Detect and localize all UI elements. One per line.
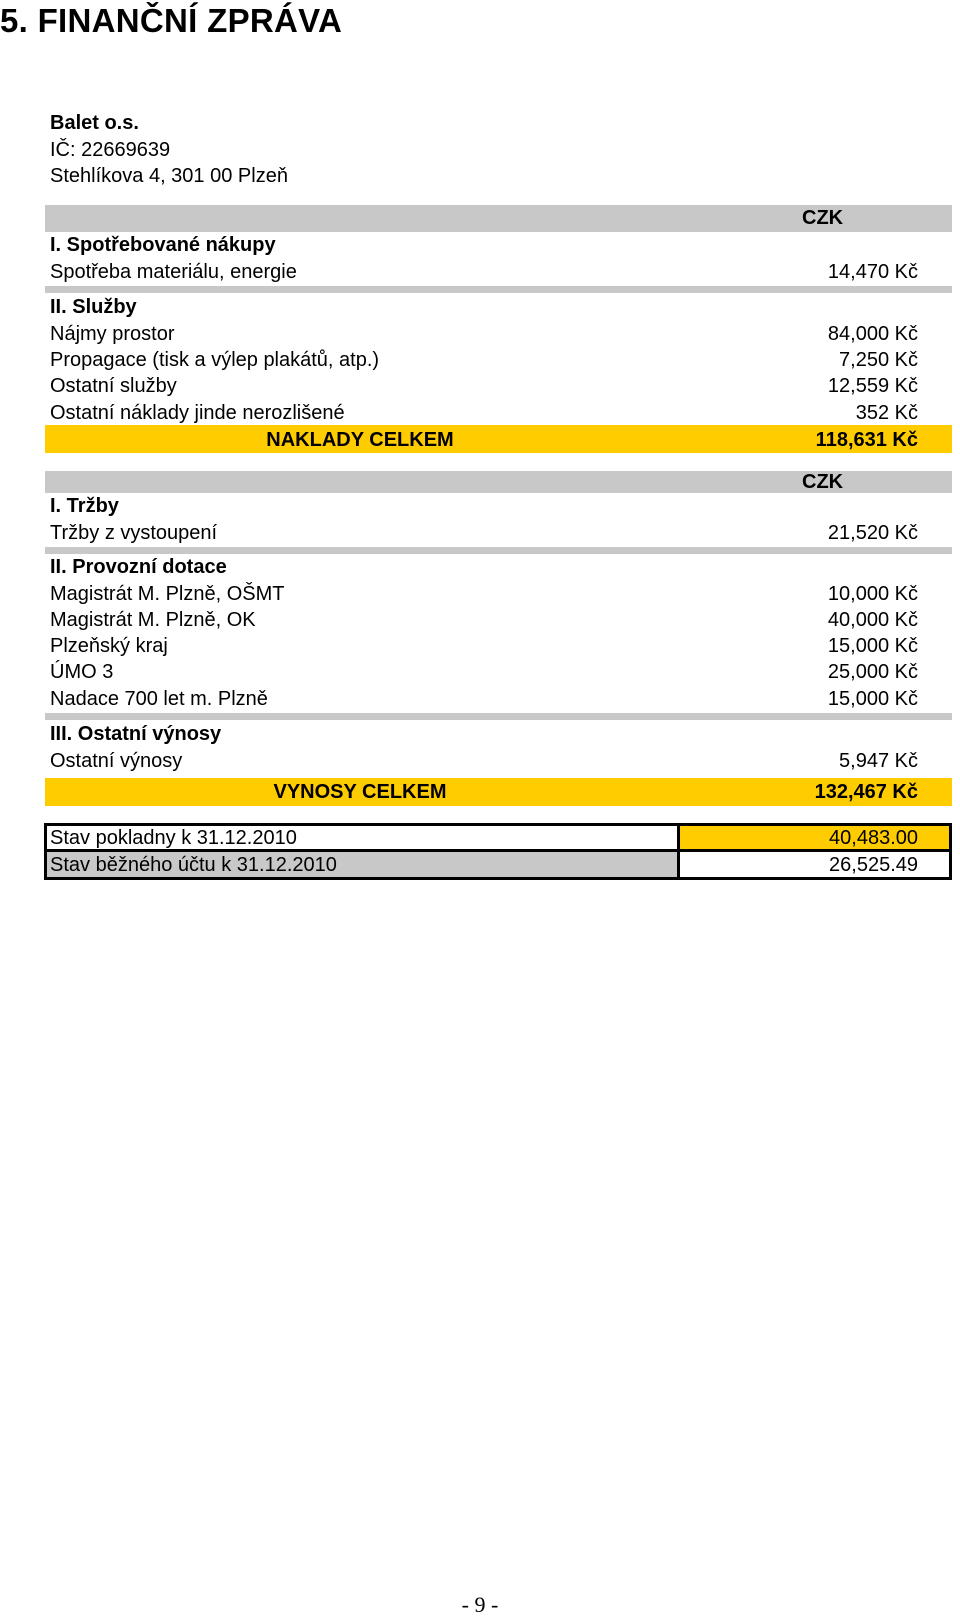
cash-balance-label: Stav pokladny k 31.12.2010 <box>50 827 297 849</box>
revenue-item-amount: 25,000 Kč <box>827 661 918 683</box>
revenue-item-label: Ostatní výnosy <box>50 750 183 772</box>
revenues-section-1-title: I. Tržby <box>50 495 119 517</box>
account-balance-label: Stav běžného účtu k 31.12.2010 <box>50 854 337 876</box>
section-divider <box>45 286 952 293</box>
revenue-item-label: Nadace 700 let m. Plzně <box>50 688 268 710</box>
revenue-item-amount: 10,000 Kč <box>827 583 918 605</box>
revenue-item-label: Plzeňský kraj <box>50 635 168 657</box>
revenue-item-amount: 21,520 Kč <box>827 522 918 544</box>
costs-total-label: NAKLADY CELKEM <box>266 429 454 451</box>
page-title: 5. FINANČNÍ ZPRÁVA <box>0 2 343 39</box>
revenue-item-amount: 5,947 Kč <box>839 750 918 772</box>
cost-item-label: Ostatní služby <box>50 375 177 397</box>
org-name: Balet o.s. <box>50 112 139 134</box>
cost-item-label: Spotřeba materiálu, energie <box>50 261 297 283</box>
org-address: Stehlíkova 4, 301 00 Plzeň <box>50 165 288 187</box>
cost-item-amount: 84,000 Kč <box>827 323 918 345</box>
account-balance-value: 26,525.49 <box>829 854 918 876</box>
cost-item-amount: 7,250 Kč <box>839 349 918 371</box>
revenue-item-amount: 15,000 Kč <box>827 688 918 710</box>
cost-item-label: Propagace (tisk a výlep plakátů, atp.) <box>50 349 380 371</box>
revenues-total-label: VYNOSY CELKEM <box>273 781 447 803</box>
revenue-item-label: Magistrát M. Plzně, OŠMT <box>50 583 285 605</box>
cost-item-amount: 14,470 Kč <box>827 261 918 283</box>
cost-item-amount: 352 Kč <box>855 402 918 424</box>
revenue-item-label: Tržby z vystoupení <box>50 522 218 544</box>
revenues-currency: CZK <box>802 471 844 493</box>
revenue-item-label: Magistrát M. Plzně, OK <box>50 609 256 631</box>
costs-currency: CZK <box>802 207 844 229</box>
costs-total-amount: 118,631 Kč <box>815 429 918 451</box>
cash-balance-value: 40,483.00 <box>829 827 918 849</box>
cost-item-amount: 12,559 Kč <box>827 375 918 397</box>
section-divider <box>45 713 952 720</box>
revenues-section-2-title: II. Provozní dotace <box>50 556 227 578</box>
revenue-item-label: ÚMO 3 <box>50 661 114 683</box>
cost-item-label: Nájmy prostor <box>50 323 175 345</box>
revenue-item-amount: 40,000 Kč <box>827 609 918 631</box>
costs-section-2-title: II. Služby <box>50 296 137 318</box>
section-divider <box>45 547 952 554</box>
revenues-section-3-title: III. Ostatní výnosy <box>50 723 222 745</box>
costs-section-1-title: I. Spotřebované nákupy <box>50 234 276 256</box>
cost-item-label: Ostatní náklady jinde nerozlišené <box>50 402 345 424</box>
org-ico: IČ: 22669639 <box>50 139 171 161</box>
revenue-item-amount: 15,000 Kč <box>827 635 918 657</box>
revenues-total-amount: 132,467 Kč <box>814 781 918 803</box>
page-number: - 9 - <box>461 1592 499 1617</box>
